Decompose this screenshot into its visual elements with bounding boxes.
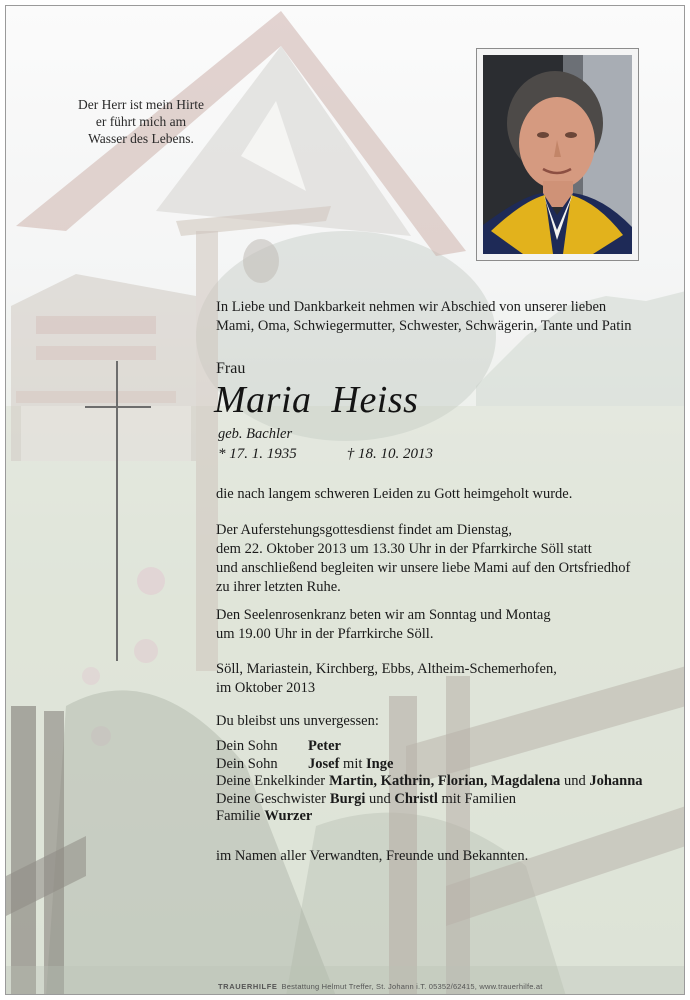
relative-row	[216, 738, 643, 756]
verse-line: er führt mich am	[95, 114, 187, 129]
relative-row	[216, 808, 643, 826]
memorial-cross-horizontal	[85, 406, 151, 408]
relative-role: Deine Enkelkinder	[216, 773, 326, 789]
text-line: und anschließend begleiten wir unsere liebe Mami auf den Ortsfriedhof	[216, 560, 631, 576]
relative-name: Martin, Kathrin, Florian, Magdalena	[329, 773, 561, 789]
maiden-name: geb. Bachler	[218, 426, 293, 442]
life-dates	[218, 446, 433, 463]
portrait-photo-frame	[476, 48, 639, 261]
relative-connector: mit	[339, 755, 367, 772]
relative-role: Familie	[216, 808, 261, 824]
relative-connector: mit Familien	[437, 790, 517, 807]
relative-name: Wurzer	[264, 808, 313, 824]
intro-text	[216, 298, 632, 336]
death-date: † 18. 10. 2013	[346, 446, 433, 462]
relative-role: Dein Sohn	[216, 755, 278, 772]
deceased-name: Maria Heiss	[214, 379, 419, 421]
footer-text: Bestattung Helmut Treffer, St. Johann i.T. 05352/62415, www.trauerhilfe.at	[281, 982, 543, 991]
footer-credit	[218, 982, 543, 991]
text-line: Söll, Mariastein, Kirchberg, Ebbs, Altheim-Schemerhofen,	[216, 661, 557, 677]
place-and-date	[216, 660, 557, 698]
obituary-sheet	[5, 5, 685, 995]
relative-name: Josef	[308, 755, 340, 772]
remembrance-line	[216, 712, 379, 731]
relative-row	[216, 773, 643, 791]
relative-connector: und	[365, 790, 395, 807]
footer-brand: TRAUERHILFE	[218, 982, 278, 991]
relative-row	[216, 791, 643, 809]
text-line: zu ihrer letzten Ruhe.	[216, 579, 341, 595]
passing-note	[216, 485, 572, 504]
relative-role: Deine Geschwister	[216, 790, 326, 807]
relative-row	[216, 756, 643, 774]
bible-verse	[46, 96, 236, 147]
salutation: Frau	[216, 360, 246, 377]
funeral-service-info	[216, 521, 630, 597]
verse-line: Wasser des Lebens.	[88, 131, 194, 146]
text-line: im Oktober 2013	[216, 680, 316, 696]
text-line: Der Auferstehungsgottesdienst findet am Dienstag,	[216, 522, 512, 538]
text-line: Du bleibst uns unvergessen:	[216, 713, 379, 729]
relative-role: Dein Sohn	[216, 738, 278, 754]
rosary-info	[216, 606, 551, 644]
closing-line: im Namen aller Verwandten, Freunde und Bekannten.	[216, 848, 529, 864]
relative-name: Peter	[308, 738, 341, 754]
relative-connector: und	[560, 773, 590, 789]
text-line: die nach langem schweren Leiden zu Gott heimgeholt wurde.	[216, 486, 573, 502]
relative-name: Johanna	[589, 773, 643, 789]
relatives-list	[216, 738, 643, 826]
relative-name: Burgi	[329, 790, 366, 807]
text-line: Den Seelenrosenkranz beten wir am Sonntag und Montag	[216, 607, 551, 623]
relative-name: Christl	[394, 790, 438, 807]
portrait-photo	[483, 55, 632, 254]
verse-line: Der Herr ist mein Hirte	[78, 97, 204, 112]
intro-line: In Liebe und Dankbarkeit nehmen wir Abschied von unserer lieben	[216, 299, 607, 315]
birth-date: * 17. 1. 1935	[218, 446, 297, 462]
intro-line: Mami, Oma, Schwiegermutter, Schwester, Schwägerin, Tante und Patin	[216, 318, 632, 334]
text-line: um 19.00 Uhr in der Pfarrkirche Söll.	[216, 626, 434, 642]
text-line: dem 22. Oktober 2013 um 13.30 Uhr in der Pfarrkirche Söll statt	[216, 541, 592, 557]
relative-name: Inge	[366, 755, 394, 772]
